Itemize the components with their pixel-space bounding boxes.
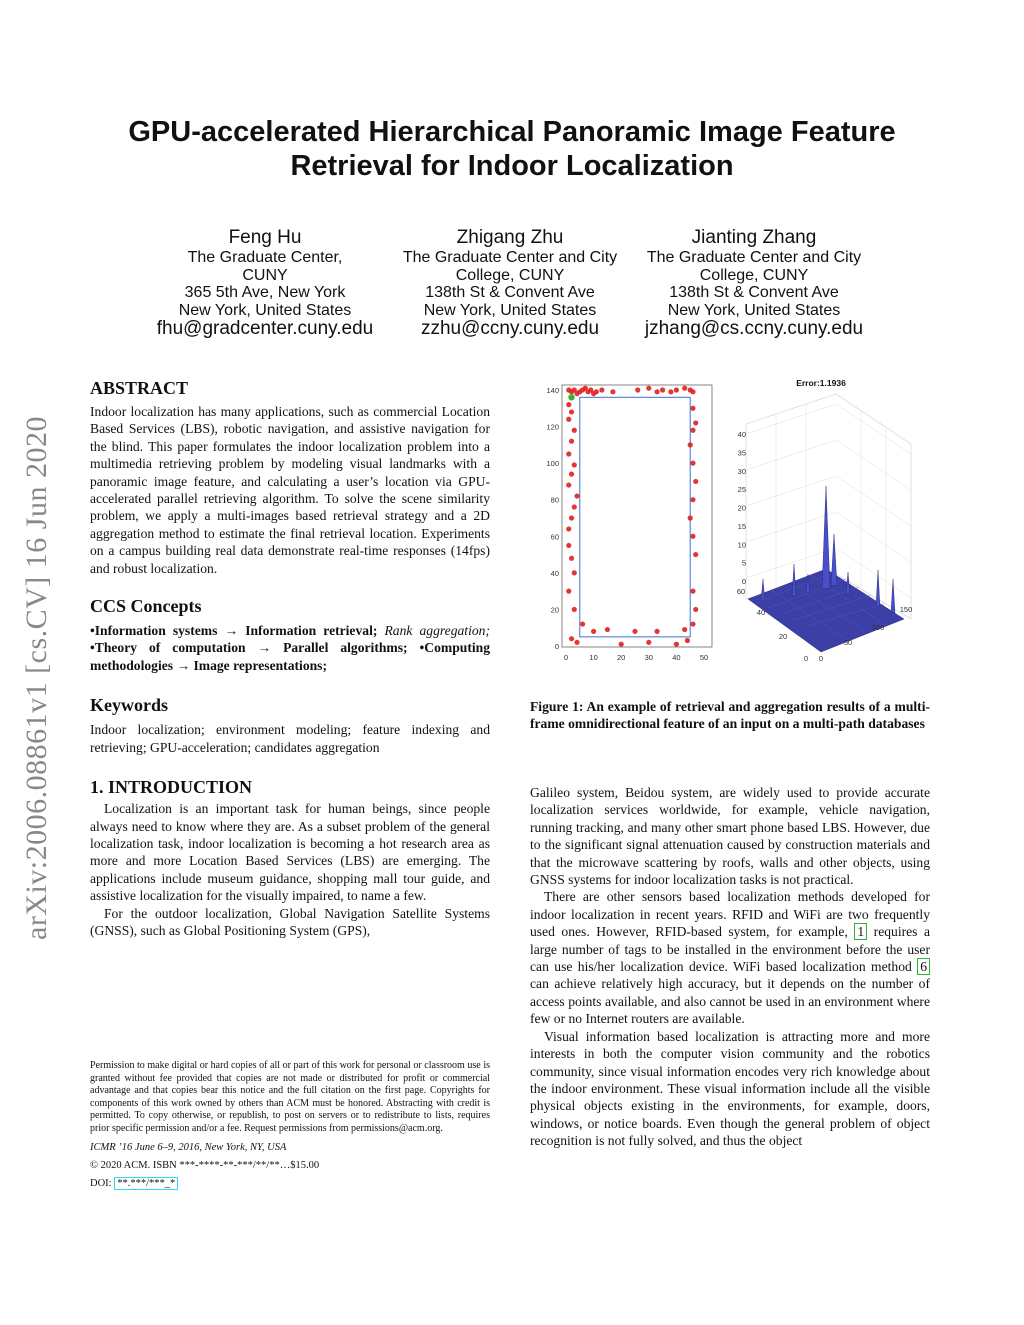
author-affiliation: The Graduate Center and City xyxy=(646,249,862,266)
y-tick-label: 20 xyxy=(778,632,788,641)
copyright-line: © 2020 ACM. ISBN ***-****-**-***/**/**…$15.00 xyxy=(90,1160,320,1171)
author-block-2 xyxy=(390,227,630,339)
candidate-point xyxy=(591,629,596,634)
candidate-point xyxy=(685,638,690,643)
author-address: 138th St & Convent Ave xyxy=(669,284,839,301)
z-tick-label: 25 xyxy=(737,485,746,495)
candidate-point xyxy=(690,389,695,394)
author-block-3 xyxy=(634,227,874,339)
body-paragraph: Visual information based localization is attracting more and more interests in both the computer vision community and the robotics community, since visual information encodes very rich knowledge about the indoor environment. These visual information include all the visible physical objects existing in the environments, for example, doors, windows, or notice boards. Even though the general problem of object recognition is not fully solved, and thus the object xyxy=(530,1028,930,1149)
candidate-point xyxy=(674,642,679,647)
y-tick-label: 20 xyxy=(550,605,559,615)
author-affiliation: The Graduate Center, xyxy=(187,249,343,266)
author-address: New York, United States xyxy=(667,301,841,319)
tick-labels xyxy=(546,386,708,662)
candidate-point xyxy=(690,534,695,539)
title-line-1: GPU-accelerated Hierarchical Panoramic Image Feature xyxy=(128,116,896,148)
candidate-point xyxy=(574,493,579,498)
citation-link[interactable]: 6 xyxy=(917,958,930,975)
x-tick-label: 40 xyxy=(672,653,681,662)
candidate-point xyxy=(690,428,695,433)
x-tick-label: 30 xyxy=(644,653,653,662)
z-tick-label: 10 xyxy=(737,540,746,550)
x-tick-label: 10 xyxy=(589,653,598,662)
candidate-point xyxy=(566,543,571,548)
candidate-point xyxy=(690,589,695,594)
doi-link[interactable]: **.***/***_* xyxy=(114,1177,178,1190)
body-paragraph: There are other sensors based localization methods developed for indoor localization in recent years. RFID and WiFi are two frequently used ones. However, RFID-based system, for example, 1 requires a large number of tags to be installed in the environment before the user can use his/her localization device. WiFi based localization method 6 can achieve relatively high accuracy, but it depends on the number of access points available, and also cannot be used in an environment where few or no Internet routers are available. xyxy=(530,889,930,1027)
x-tick-label: 20 xyxy=(617,653,626,662)
z-tick-label: 15 xyxy=(737,521,746,531)
left-column xyxy=(90,377,490,939)
candidate-point xyxy=(569,439,574,444)
author-email: jzhang@cs.ccny.cuny.edu xyxy=(644,318,864,339)
citation-link[interactable]: 1 xyxy=(854,923,867,940)
candidate-point xyxy=(693,607,698,612)
z-tick-label: 20 xyxy=(737,503,746,513)
title-line-2: Retrieval for Indoor Localization xyxy=(290,150,734,182)
author-affiliation: CUNY xyxy=(242,266,288,284)
candidate-point xyxy=(574,640,579,645)
candidate-point xyxy=(572,428,577,433)
figure-scatter-plot xyxy=(530,378,720,668)
surface-title: Error:1.1936 xyxy=(796,378,846,388)
author-name: Jianting Zhang xyxy=(691,227,817,248)
z-tick-label: 40 xyxy=(737,430,746,439)
candidate-point xyxy=(569,409,574,414)
y-tick-label: 80 xyxy=(550,495,559,505)
candidate-point xyxy=(569,472,574,477)
candidate-point xyxy=(660,387,665,392)
ccs-concept-3: •Computing methodologies → Image representations; xyxy=(90,640,490,673)
candidate-point xyxy=(690,497,695,502)
y-tick-label: 100 xyxy=(546,459,559,469)
candidate-point xyxy=(566,417,571,422)
z-tick-label: 0 xyxy=(741,577,746,586)
candidate-point xyxy=(688,442,693,447)
candidate-point xyxy=(569,636,574,641)
best-match-point xyxy=(568,394,574,400)
intro-paragraph: Localization is an important task for human beings, since people always need to know where they are. As a subset problem of the general localization task, indoor localization is becoming a hot research area as more and more Location Based Services (LBS) are emerging. The applications include museum guidance, shopping mall tour guide, and assistive localization for the visually impaired, to name a few. xyxy=(90,801,490,904)
y-tick-label: 60 xyxy=(550,532,559,542)
candidate-point xyxy=(619,642,624,647)
candidate-point xyxy=(610,389,615,394)
author-name: Feng Hu xyxy=(228,227,302,248)
author-affiliation: The Graduate Center and City xyxy=(402,249,618,266)
candidate-point xyxy=(646,386,651,391)
abstract-text: Indoor localization has many applications, such as commercial Location Based Services (LBS), robotic navigation, and assistive navigation for the blind. This paper formulates the indoor localization problem into a multimedia retrieving problem by modeling visual landmarks with a panoramic image feature, and calculating a user’s location via GPU-accelerated parallel retrieving algorithm. To solve the scene similarity problem, we apply a multi-images based retrieval strategy and a 2D aggregation method to estimate the final retrieval location. Experiments on a campus building real data demonstrate real-time responses (14fps) and robust localization. xyxy=(90,404,490,576)
author-email: fhu@gradcenter.cuny.edu xyxy=(156,318,374,339)
abstract-heading: ABSTRACT xyxy=(90,378,189,398)
candidate-point xyxy=(690,461,695,466)
candidate-point xyxy=(682,627,687,632)
author-affiliation: College, CUNY xyxy=(699,266,809,284)
candidate-point xyxy=(693,479,698,484)
permission-text: Permission to make digital or hard copies of all or part of this work for personal or classroom use is granted without fee provided that copies are not made or distributed for profit or commercial advantage and that copies bear this notice and the full citation on the first page. Copyrights for components of this work owned by others than ACM must be honored. Abstracting with credit is permitted. To copy otherwise, or republish, to post on servers or to redistribute to lists, requires prior specific permission and/or a fee. Request permissions from permissions@acm.org. xyxy=(90,1060,490,1134)
candidate-point xyxy=(632,629,637,634)
y-tick-label: 140 xyxy=(546,386,559,395)
candidate-point xyxy=(693,552,698,557)
y-tick-label: 0 xyxy=(554,642,559,651)
x-tick-label: 50 xyxy=(843,638,853,647)
candidate-point xyxy=(599,387,604,392)
y-tick-label: 60 xyxy=(736,587,746,596)
candidate-point xyxy=(654,389,659,394)
arxiv-stamp: arXiv:2006.08861v1 [cs.CV] 16 Jun 2020 xyxy=(20,416,53,940)
candidate-point xyxy=(690,621,695,626)
candidate-point xyxy=(566,451,571,456)
author-address: New York, United States xyxy=(423,301,597,319)
candidate-point xyxy=(572,504,577,509)
figure-surface-plot xyxy=(726,374,926,669)
doi-label: DOI: xyxy=(90,1178,115,1189)
ccs-concept-1-detail: Rank aggregation; xyxy=(377,623,490,639)
doi-line xyxy=(90,1177,490,1190)
candidate-point xyxy=(690,406,695,411)
candidate-point xyxy=(668,389,673,394)
z-tick-label: 30 xyxy=(737,466,746,476)
z-tick-label: 35 xyxy=(737,448,746,458)
candidate-point xyxy=(693,420,698,425)
permission-block xyxy=(90,1060,490,1190)
candidate-point xyxy=(688,515,693,520)
candidate-point xyxy=(566,526,571,531)
author-name: Zhigang Zhu xyxy=(456,227,564,248)
ccs-concepts xyxy=(90,622,490,674)
candidate-point xyxy=(566,402,571,407)
candidate-point xyxy=(594,389,599,394)
ccs-concept-2: •Theory of computation → Parallel algorithms; xyxy=(90,640,408,656)
paper-title xyxy=(80,115,944,183)
intro-heading: 1. INTRODUCTION xyxy=(90,777,253,798)
right-column xyxy=(530,784,930,1150)
candidate-point xyxy=(566,482,571,487)
y-tick-label: 0 xyxy=(818,654,824,663)
figure-caption: Figure 1: An example of retrieval and aggregation results of a multi-frame omnidirectional feature of an input on a multi-path databases xyxy=(530,699,930,732)
y-tick-label: 120 xyxy=(546,422,559,432)
conference-info: ICMR ’16 June 6–9, 2016, New York, NY, USA xyxy=(90,1142,287,1153)
candidate-point xyxy=(572,570,577,575)
candidate-point xyxy=(580,621,585,626)
intro-paragraph: For the outdoor localization, Global Navigation Satellite Systems (GNSS), such as Global Positioning System (GPS), xyxy=(90,905,490,938)
y-tick-label: 40 xyxy=(550,568,559,578)
x-tick-label: 0 xyxy=(563,653,569,662)
path-rectangle xyxy=(580,397,690,637)
author-address: 365 5th Ave, New York xyxy=(184,284,346,301)
candidate-point xyxy=(569,515,574,520)
candidate-point xyxy=(569,556,574,561)
candidate-point xyxy=(654,629,659,634)
x-tick-label: 150 xyxy=(899,605,913,614)
author-email: zzhu@ccny.cuny.edu xyxy=(420,318,600,339)
candidate-point xyxy=(605,627,610,632)
author-block-1 xyxy=(145,227,385,339)
x-tick-label: 0 xyxy=(803,654,809,663)
data-points xyxy=(566,386,698,647)
candidate-point xyxy=(635,387,640,392)
candidate-point xyxy=(682,386,687,391)
path-rectangle-group xyxy=(580,397,690,637)
author-address: New York, United States xyxy=(178,301,352,319)
candidate-point xyxy=(572,607,577,612)
ccs-heading: CCS Concepts xyxy=(90,596,202,617)
candidate-point xyxy=(572,462,577,467)
author-affiliation: College, CUNY xyxy=(455,266,565,284)
candidate-point xyxy=(566,589,571,594)
ccs-concept-1: •Information systems → Information retrieval; xyxy=(90,623,378,639)
keywords-heading: Keywords xyxy=(90,695,168,716)
author-address: 138th St & Convent Ave xyxy=(425,284,595,301)
z-tick-label: 5 xyxy=(741,558,746,568)
body-paragraph: Galileo system, Beidou system, are widely used to provide accurate localization services worldwide, for example, vehicle navigation, running tracking, and many other smart phone based LBS. However, due to the significant signal attenuation caused by construction materials and that the microwave scattering by roofs, walls and other objects, using GNSS systems for indoor localization tasks is not practical. xyxy=(530,785,930,888)
x-tick-label: 50 xyxy=(699,653,709,662)
candidate-point xyxy=(674,387,679,392)
x-tick-label: 100 xyxy=(871,623,885,632)
y-tick-label: 40 xyxy=(756,608,766,617)
candidate-point xyxy=(646,640,651,645)
keywords-text: Indoor localization; environment modeling; feature indexing and retrieving; GPU-acceleration; candidates aggregation xyxy=(90,722,490,755)
